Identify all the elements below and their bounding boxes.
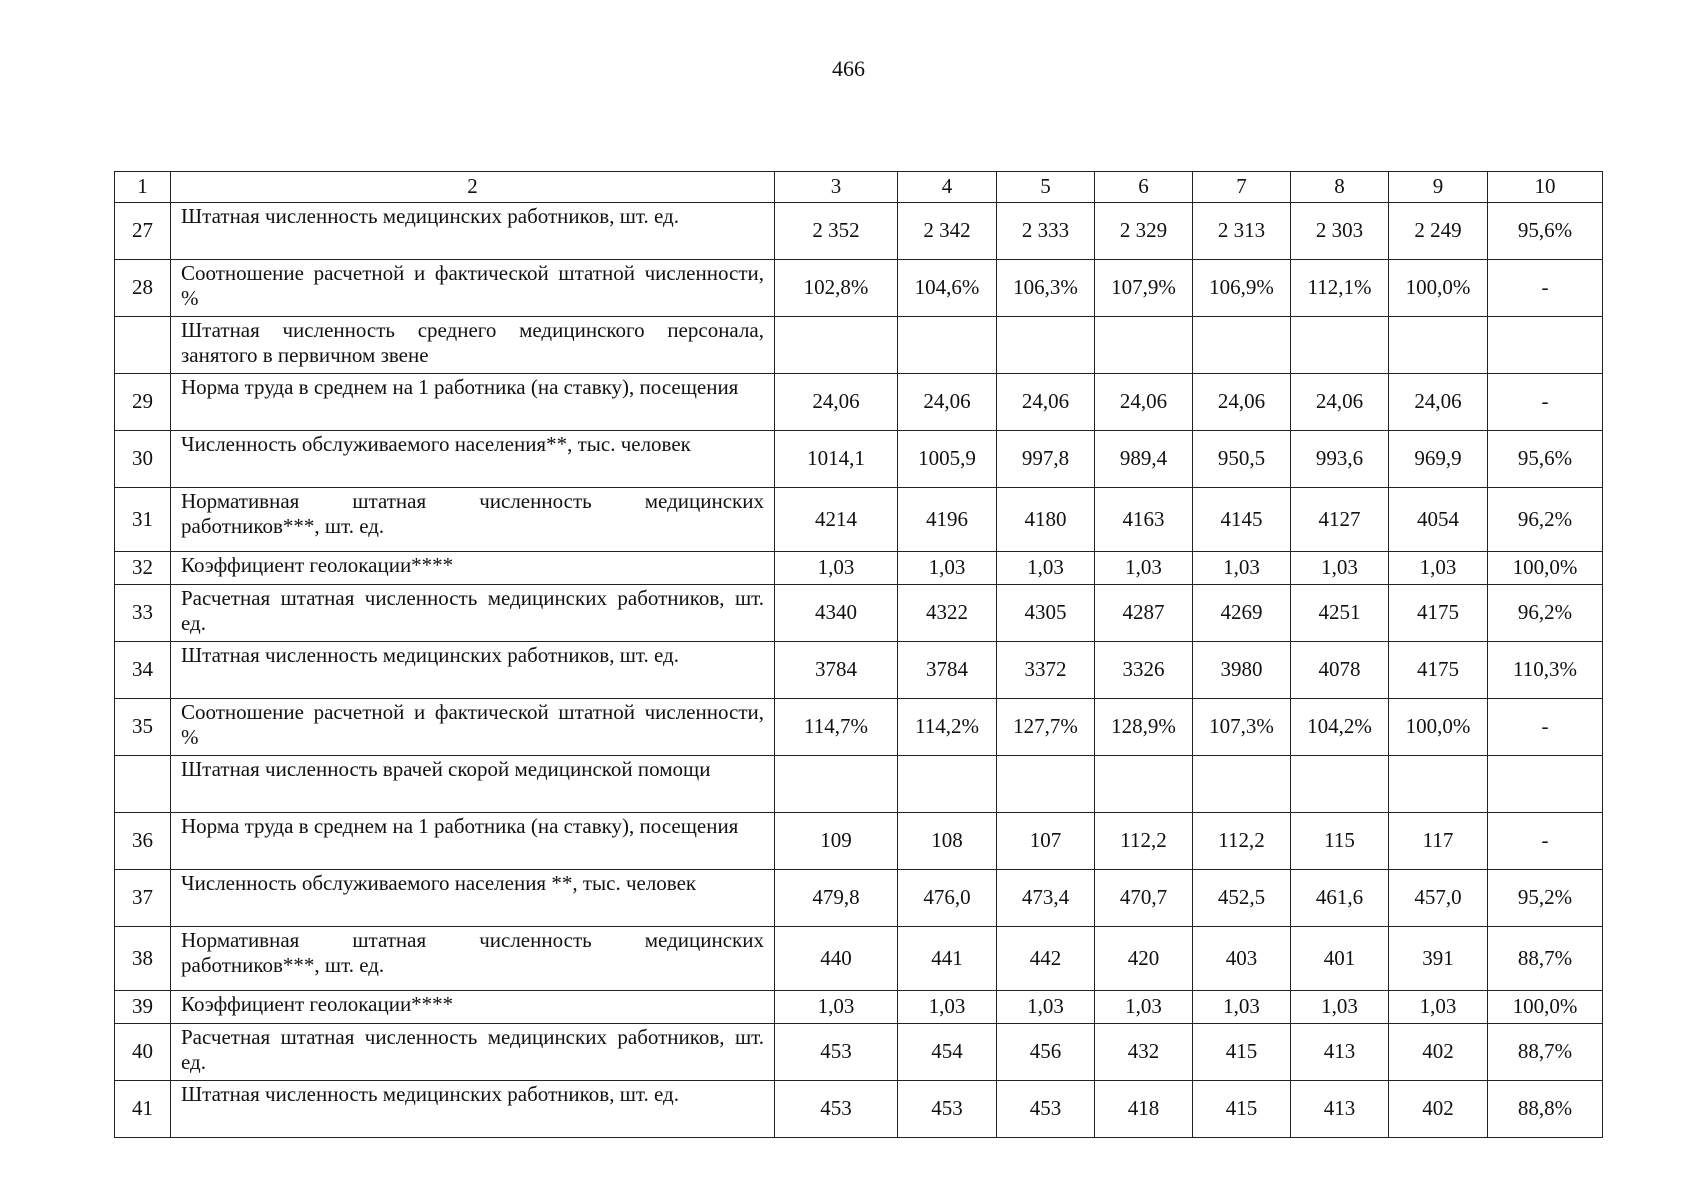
row-number-cell: 35 — [115, 699, 171, 756]
value-cell — [1291, 317, 1389, 374]
value-cell: 2 342 — [898, 203, 997, 260]
value-cell: 1,03 — [1095, 991, 1193, 1024]
table-row — [115, 927, 1603, 991]
row-number-cell: 30 — [115, 431, 171, 488]
value-cell: - — [1488, 699, 1603, 756]
value-cell: 3372 — [997, 642, 1095, 699]
indicator-name-cell: Нормативная штатная численность медицинских работников***, шт. ед. — [171, 927, 775, 991]
row-number-cell: 38 — [115, 927, 171, 991]
value-cell: 1,03 — [1291, 552, 1389, 585]
indicator-name-cell: Норма труда в среднем на 1 работника (на ставку), посещения — [171, 813, 775, 870]
value-cell: 4163 — [1095, 488, 1193, 552]
value-cell: 4287 — [1095, 585, 1193, 642]
value-cell — [898, 756, 997, 813]
table-row — [115, 488, 1603, 552]
value-cell: 4175 — [1389, 585, 1488, 642]
row-number-cell: 32 — [115, 552, 171, 585]
row-number-cell: 29 — [115, 374, 171, 431]
value-cell: 4196 — [898, 488, 997, 552]
header-cell: 8 — [1291, 172, 1389, 203]
value-cell: 2 303 — [1291, 203, 1389, 260]
value-cell: 128,9% — [1095, 699, 1193, 756]
value-cell: 106,3% — [997, 260, 1095, 317]
value-cell: 3326 — [1095, 642, 1193, 699]
value-cell: 950,5 — [1193, 431, 1291, 488]
indicator-name-cell: Коэффициент геолокации**** — [171, 991, 775, 1024]
table-row — [115, 374, 1603, 431]
indicator-name-cell: Соотношение расчетной и фактической штатной численности, % — [171, 260, 775, 317]
value-cell: 104,2% — [1291, 699, 1389, 756]
value-cell: 4145 — [1193, 488, 1291, 552]
value-cell — [1488, 756, 1603, 813]
table-row — [115, 756, 1603, 813]
value-cell: 470,7 — [1095, 870, 1193, 927]
value-cell: 3980 — [1193, 642, 1291, 699]
row-number-cell: 39 — [115, 991, 171, 1024]
value-cell: 1,03 — [1193, 552, 1291, 585]
value-cell: 95,2% — [1488, 870, 1603, 927]
value-cell: 473,4 — [997, 870, 1095, 927]
indicator-name-cell: Численность обслуживаемого населения **, тыс. человек — [171, 870, 775, 927]
value-cell: 1,03 — [1389, 991, 1488, 1024]
table-row — [115, 552, 1603, 585]
value-cell: 104,6% — [898, 260, 997, 317]
header-cell: 5 — [997, 172, 1095, 203]
header-cell: 7 — [1193, 172, 1291, 203]
value-cell: 107,3% — [1193, 699, 1291, 756]
table-row — [115, 991, 1603, 1024]
value-cell: 24,06 — [1389, 374, 1488, 431]
value-cell: 102,8% — [775, 260, 898, 317]
value-cell: 4078 — [1291, 642, 1389, 699]
header-cell: 3 — [775, 172, 898, 203]
indicator-name-cell: Расчетная штатная численность медицинских работников, шт. ед. — [171, 1024, 775, 1081]
row-number-cell: 36 — [115, 813, 171, 870]
row-number-cell — [115, 317, 171, 374]
value-cell: 100,0% — [1389, 260, 1488, 317]
value-cell: 432 — [1095, 1024, 1193, 1081]
value-cell: 993,6 — [1291, 431, 1389, 488]
value-cell: 95,6% — [1488, 203, 1603, 260]
value-cell: 24,06 — [898, 374, 997, 431]
value-cell: 88,7% — [1488, 1024, 1603, 1081]
value-cell: 391 — [1389, 927, 1488, 991]
indicator-name-cell: Штатная численность медицинских работников, шт. ед. — [171, 1081, 775, 1138]
value-cell: 88,7% — [1488, 927, 1603, 991]
table-row — [115, 642, 1603, 699]
value-cell: 1,03 — [997, 552, 1095, 585]
value-cell: 403 — [1193, 927, 1291, 991]
value-cell: 441 — [898, 927, 997, 991]
value-cell: 114,7% — [775, 699, 898, 756]
indicator-name-cell: Соотношение расчетной и фактической штатной численности, % — [171, 699, 775, 756]
value-cell: 108 — [898, 813, 997, 870]
value-cell: 1,03 — [1193, 991, 1291, 1024]
value-cell: 402 — [1389, 1024, 1488, 1081]
value-cell: 100,0% — [1389, 699, 1488, 756]
row-number-cell: 27 — [115, 203, 171, 260]
value-cell: 1005,9 — [898, 431, 997, 488]
row-number-cell: 34 — [115, 642, 171, 699]
value-cell: 107,9% — [1095, 260, 1193, 317]
value-cell — [997, 317, 1095, 374]
value-cell: 413 — [1291, 1081, 1389, 1138]
row-number-cell: 37 — [115, 870, 171, 927]
value-cell: 109 — [775, 813, 898, 870]
table-row — [115, 317, 1603, 374]
indicator-name-cell: Штатная численность медицинских работников, шт. ед. — [171, 642, 775, 699]
value-cell: 1,03 — [898, 991, 997, 1024]
value-cell — [1389, 756, 1488, 813]
value-cell: 2 329 — [1095, 203, 1193, 260]
value-cell: 115 — [1291, 813, 1389, 870]
value-cell: 117 — [1389, 813, 1488, 870]
value-cell: 3784 — [898, 642, 997, 699]
value-cell: 1,03 — [1095, 552, 1193, 585]
value-cell: 2 313 — [1193, 203, 1291, 260]
value-cell: 402 — [1389, 1081, 1488, 1138]
table-row — [115, 813, 1603, 870]
page-number: 466 — [832, 56, 865, 81]
header-cell: 9 — [1389, 172, 1488, 203]
value-cell: 96,2% — [1488, 488, 1603, 552]
header-cell: 10 — [1488, 172, 1603, 203]
value-cell: - — [1488, 260, 1603, 317]
value-cell — [1095, 317, 1193, 374]
indicator-name-cell: Норма труда в среднем на 1 работника (на ставку), посещения — [171, 374, 775, 431]
table-row — [115, 1024, 1603, 1081]
value-cell: 112,2 — [1095, 813, 1193, 870]
table-row — [115, 870, 1603, 927]
staffing-table — [114, 171, 1603, 1138]
value-cell: 127,7% — [997, 699, 1095, 756]
row-number-cell: 40 — [115, 1024, 171, 1081]
value-cell: - — [1488, 374, 1603, 431]
value-cell: 100,0% — [1488, 552, 1603, 585]
value-cell: 4214 — [775, 488, 898, 552]
indicator-name-cell: Численность обслуживаемого населения**, тыс. человек — [171, 431, 775, 488]
value-cell — [775, 317, 898, 374]
table-row — [115, 1081, 1603, 1138]
value-cell: 100,0% — [1488, 991, 1603, 1024]
table-header-row — [115, 172, 1603, 203]
value-cell: 2 333 — [997, 203, 1095, 260]
value-cell: 452,5 — [1193, 870, 1291, 927]
row-number-cell: 31 — [115, 488, 171, 552]
value-cell: 4127 — [1291, 488, 1389, 552]
value-cell — [997, 756, 1095, 813]
value-cell: 4322 — [898, 585, 997, 642]
row-number-cell — [115, 756, 171, 813]
value-cell: 4340 — [775, 585, 898, 642]
value-cell: 4269 — [1193, 585, 1291, 642]
table-row — [115, 585, 1603, 642]
value-cell: 457,0 — [1389, 870, 1488, 927]
value-cell: 442 — [997, 927, 1095, 991]
value-cell: 997,8 — [997, 431, 1095, 488]
value-cell: 95,6% — [1488, 431, 1603, 488]
value-cell: 479,8 — [775, 870, 898, 927]
value-cell: 453 — [898, 1081, 997, 1138]
value-cell — [1488, 317, 1603, 374]
value-cell: 454 — [898, 1024, 997, 1081]
value-cell: 476,0 — [898, 870, 997, 927]
value-cell: 4180 — [997, 488, 1095, 552]
header-cell: 1 — [115, 172, 171, 203]
indicator-name-cell: Штатная численность врачей скорой медицинской помощи — [171, 756, 775, 813]
value-cell — [1291, 756, 1389, 813]
row-number-cell: 41 — [115, 1081, 171, 1138]
value-cell: 415 — [1193, 1024, 1291, 1081]
value-cell — [1193, 317, 1291, 374]
value-cell: 112,1% — [1291, 260, 1389, 317]
value-cell: 88,8% — [1488, 1081, 1603, 1138]
value-cell: 2 249 — [1389, 203, 1488, 260]
table-body — [115, 172, 1603, 1138]
value-cell: 4054 — [1389, 488, 1488, 552]
value-cell: 1,03 — [1291, 991, 1389, 1024]
value-cell: 413 — [1291, 1024, 1389, 1081]
value-cell: 415 — [1193, 1081, 1291, 1138]
indicator-name-cell: Нормативная штатная численность медицинских работников***, шт. ед. — [171, 488, 775, 552]
value-cell — [1389, 317, 1488, 374]
value-cell: 969,9 — [1389, 431, 1488, 488]
value-cell: 106,9% — [1193, 260, 1291, 317]
indicator-name-cell: Штатная численность медицинских работников, шт. ед. — [171, 203, 775, 260]
row-number-cell: 28 — [115, 260, 171, 317]
value-cell: 1014,1 — [775, 431, 898, 488]
value-cell: 1,03 — [775, 552, 898, 585]
value-cell: 440 — [775, 927, 898, 991]
value-cell: 418 — [1095, 1081, 1193, 1138]
header-cell: 2 — [171, 172, 775, 203]
indicator-name-cell: Штатная численность среднего медицинского персонала, занятого в первичном звене — [171, 317, 775, 374]
value-cell: 401 — [1291, 927, 1389, 991]
value-cell: 453 — [997, 1081, 1095, 1138]
value-cell: 24,06 — [1095, 374, 1193, 431]
value-cell: 1,03 — [997, 991, 1095, 1024]
value-cell: 3784 — [775, 642, 898, 699]
header-cell: 6 — [1095, 172, 1193, 203]
value-cell: 24,06 — [775, 374, 898, 431]
value-cell: - — [1488, 813, 1603, 870]
value-cell — [775, 756, 898, 813]
value-cell: 453 — [775, 1024, 898, 1081]
value-cell: 112,2 — [1193, 813, 1291, 870]
table-row — [115, 431, 1603, 488]
table-row — [115, 203, 1603, 260]
value-cell: 989,4 — [1095, 431, 1193, 488]
value-cell: 114,2% — [898, 699, 997, 756]
value-cell: 1,03 — [775, 991, 898, 1024]
value-cell: 2 352 — [775, 203, 898, 260]
header-cell: 4 — [898, 172, 997, 203]
value-cell: 1,03 — [898, 552, 997, 585]
value-cell: 24,06 — [997, 374, 1095, 431]
table-row — [115, 260, 1603, 317]
value-cell: 456 — [997, 1024, 1095, 1081]
table-row — [115, 699, 1603, 756]
value-cell: 453 — [775, 1081, 898, 1138]
row-number-cell: 33 — [115, 585, 171, 642]
value-cell: 107 — [997, 813, 1095, 870]
value-cell: 24,06 — [1291, 374, 1389, 431]
value-cell: 110,3% — [1488, 642, 1603, 699]
value-cell: 1,03 — [1389, 552, 1488, 585]
value-cell: 4175 — [1389, 642, 1488, 699]
value-cell: 24,06 — [1193, 374, 1291, 431]
value-cell: 461,6 — [1291, 870, 1389, 927]
value-cell — [1095, 756, 1193, 813]
value-cell: 4305 — [997, 585, 1095, 642]
value-cell: 4251 — [1291, 585, 1389, 642]
indicator-name-cell: Коэффициент геолокации**** — [171, 552, 775, 585]
value-cell — [1193, 756, 1291, 813]
value-cell: 96,2% — [1488, 585, 1603, 642]
indicator-name-cell: Расчетная штатная численность медицинских работников, шт. ед. — [171, 585, 775, 642]
value-cell: 420 — [1095, 927, 1193, 991]
value-cell — [898, 317, 997, 374]
